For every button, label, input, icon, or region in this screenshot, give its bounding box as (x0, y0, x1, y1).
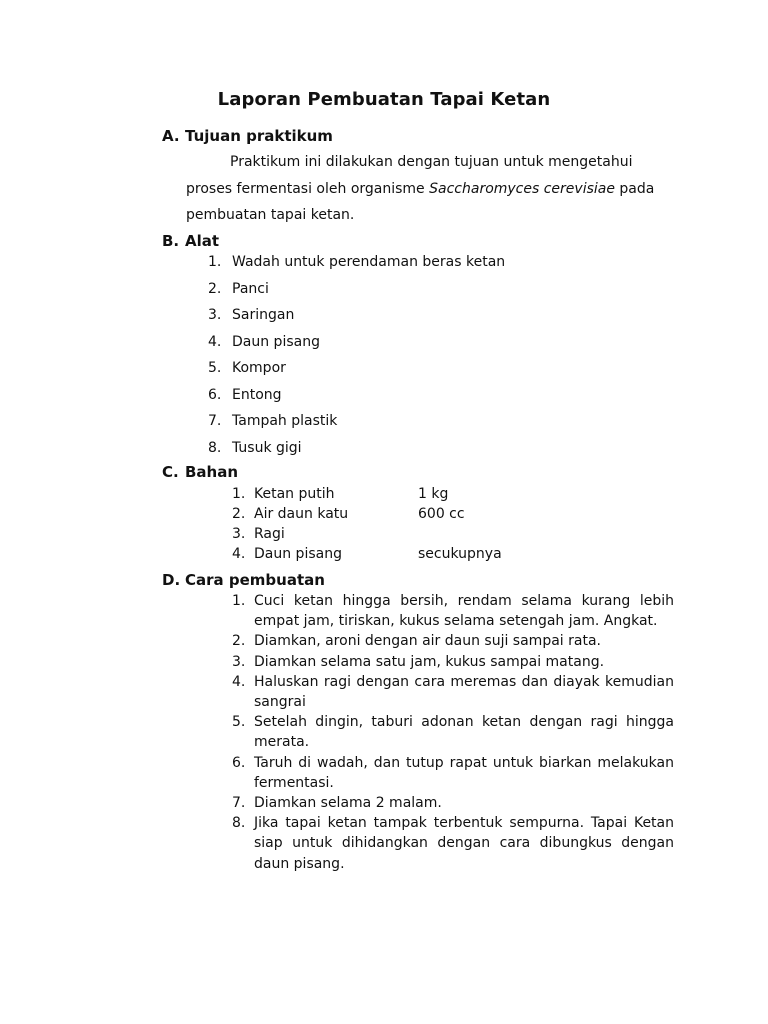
section-a-text-after: pada pembuatan tapai ketan. (186, 180, 655, 223)
list-item (232, 753, 676, 793)
item-number: 6. (232, 754, 246, 771)
organism-name: Saccharomyces cerevisiae (429, 180, 615, 197)
item-text: Diamkan selama satu jam, kukus sampai matang. (254, 653, 605, 670)
item-text: Daun pisang (254, 546, 342, 562)
item-text: Wadah untuk perendaman beras ketan (232, 254, 506, 270)
section-d-letter: D. (162, 571, 181, 589)
item-number: 4. (208, 333, 222, 350)
item-text: Diamkan, aroni dengan air daun suji sampai rata. (254, 633, 601, 650)
item-number: 7. (208, 413, 222, 429)
item-number: 5. (232, 714, 246, 731)
list-item (232, 672, 676, 712)
item-text: Air daun katu (254, 506, 349, 522)
document-title: Laporan Pembuatan Tapai Ketan (217, 89, 551, 110)
item-text: Tampah plastik (232, 413, 338, 429)
item-text: Panci (232, 280, 269, 297)
section-b-heading (162, 232, 219, 250)
item-text: Tusuk gigi (232, 439, 302, 456)
section-b-title: Alat (185, 232, 220, 250)
list-item (232, 712, 676, 752)
item-number: 3. (232, 526, 246, 542)
section-b-letter: B. (162, 232, 180, 250)
item-number: 2. (208, 280, 222, 297)
item-text: Diamkan selama 2 malam. (254, 795, 442, 812)
item-quantity: 600 cc (418, 506, 465, 522)
item-text: Taruh di wadah, dan tutup rapat untuk biarkan melakukan fermentasi. (254, 754, 674, 791)
item-text: Daun pisang (232, 333, 320, 350)
list-item (232, 591, 676, 631)
list-item (232, 793, 676, 813)
item-number: 4. (232, 546, 246, 562)
item-number: 1. (232, 486, 246, 502)
item-number: 3. (208, 307, 222, 323)
section-d-heading (162, 571, 325, 589)
item-text: Saringan (232, 307, 295, 323)
item-text: Entong (232, 386, 282, 403)
item-number: 2. (232, 506, 246, 522)
item-quantity: secukupnya (418, 546, 502, 562)
item-text: Jika tapai ketan tampak terbentuk sempurna. Tapai Ketan siap untuk dihidangkan dengan cara dibungkus dengan daun pisang. (254, 815, 674, 872)
list-item (232, 652, 676, 672)
item-text: Ketan putih (254, 486, 335, 502)
section-c-heading (162, 463, 238, 481)
section-a-title: Tujuan praktikum (185, 127, 333, 145)
section-d-title: Cara pembuatan (185, 571, 325, 589)
item-number: 8. (232, 815, 246, 832)
section-c-title: Bahan (185, 463, 239, 481)
list-item (232, 631, 676, 651)
item-number: 2. (232, 633, 246, 650)
item-number: 5. (208, 360, 222, 376)
item-text: Cuci ketan hingga bersih, rendam selama kurang lebih empat jam, tiriskan, kukus selama setengah jam. Angkat. (254, 593, 674, 630)
list-item (232, 813, 676, 874)
item-number: 1. (232, 593, 246, 609)
item-text: Kompor (232, 360, 286, 376)
item-number: 6. (208, 386, 222, 403)
item-text: Ragi (254, 526, 285, 542)
section-c-letter: C. (162, 463, 179, 481)
item-number: 1. (208, 254, 222, 270)
item-text: Haluskan ragi dengan cara meremas dan diayak kemudian sangrai (254, 673, 674, 711)
item-number: 3. (232, 653, 246, 670)
item-number: 7. (232, 795, 246, 812)
item-number: 4. (232, 673, 246, 690)
section-a-paragraph (186, 149, 666, 229)
item-quantity: 1 kg (418, 486, 449, 502)
item-number: 8. (208, 439, 222, 456)
section-a-letter: A. (162, 127, 180, 145)
item-text: Setelah dingin, taburi adonan ketan dengan ragi hingga merata. (254, 714, 674, 751)
cara-list (232, 591, 676, 874)
section-a-heading (162, 127, 333, 145)
section-a-text-before: Praktikum ini dilakukan dengan tujuan untuk mengetahui proses fermentasi oleh organisme (186, 154, 633, 197)
